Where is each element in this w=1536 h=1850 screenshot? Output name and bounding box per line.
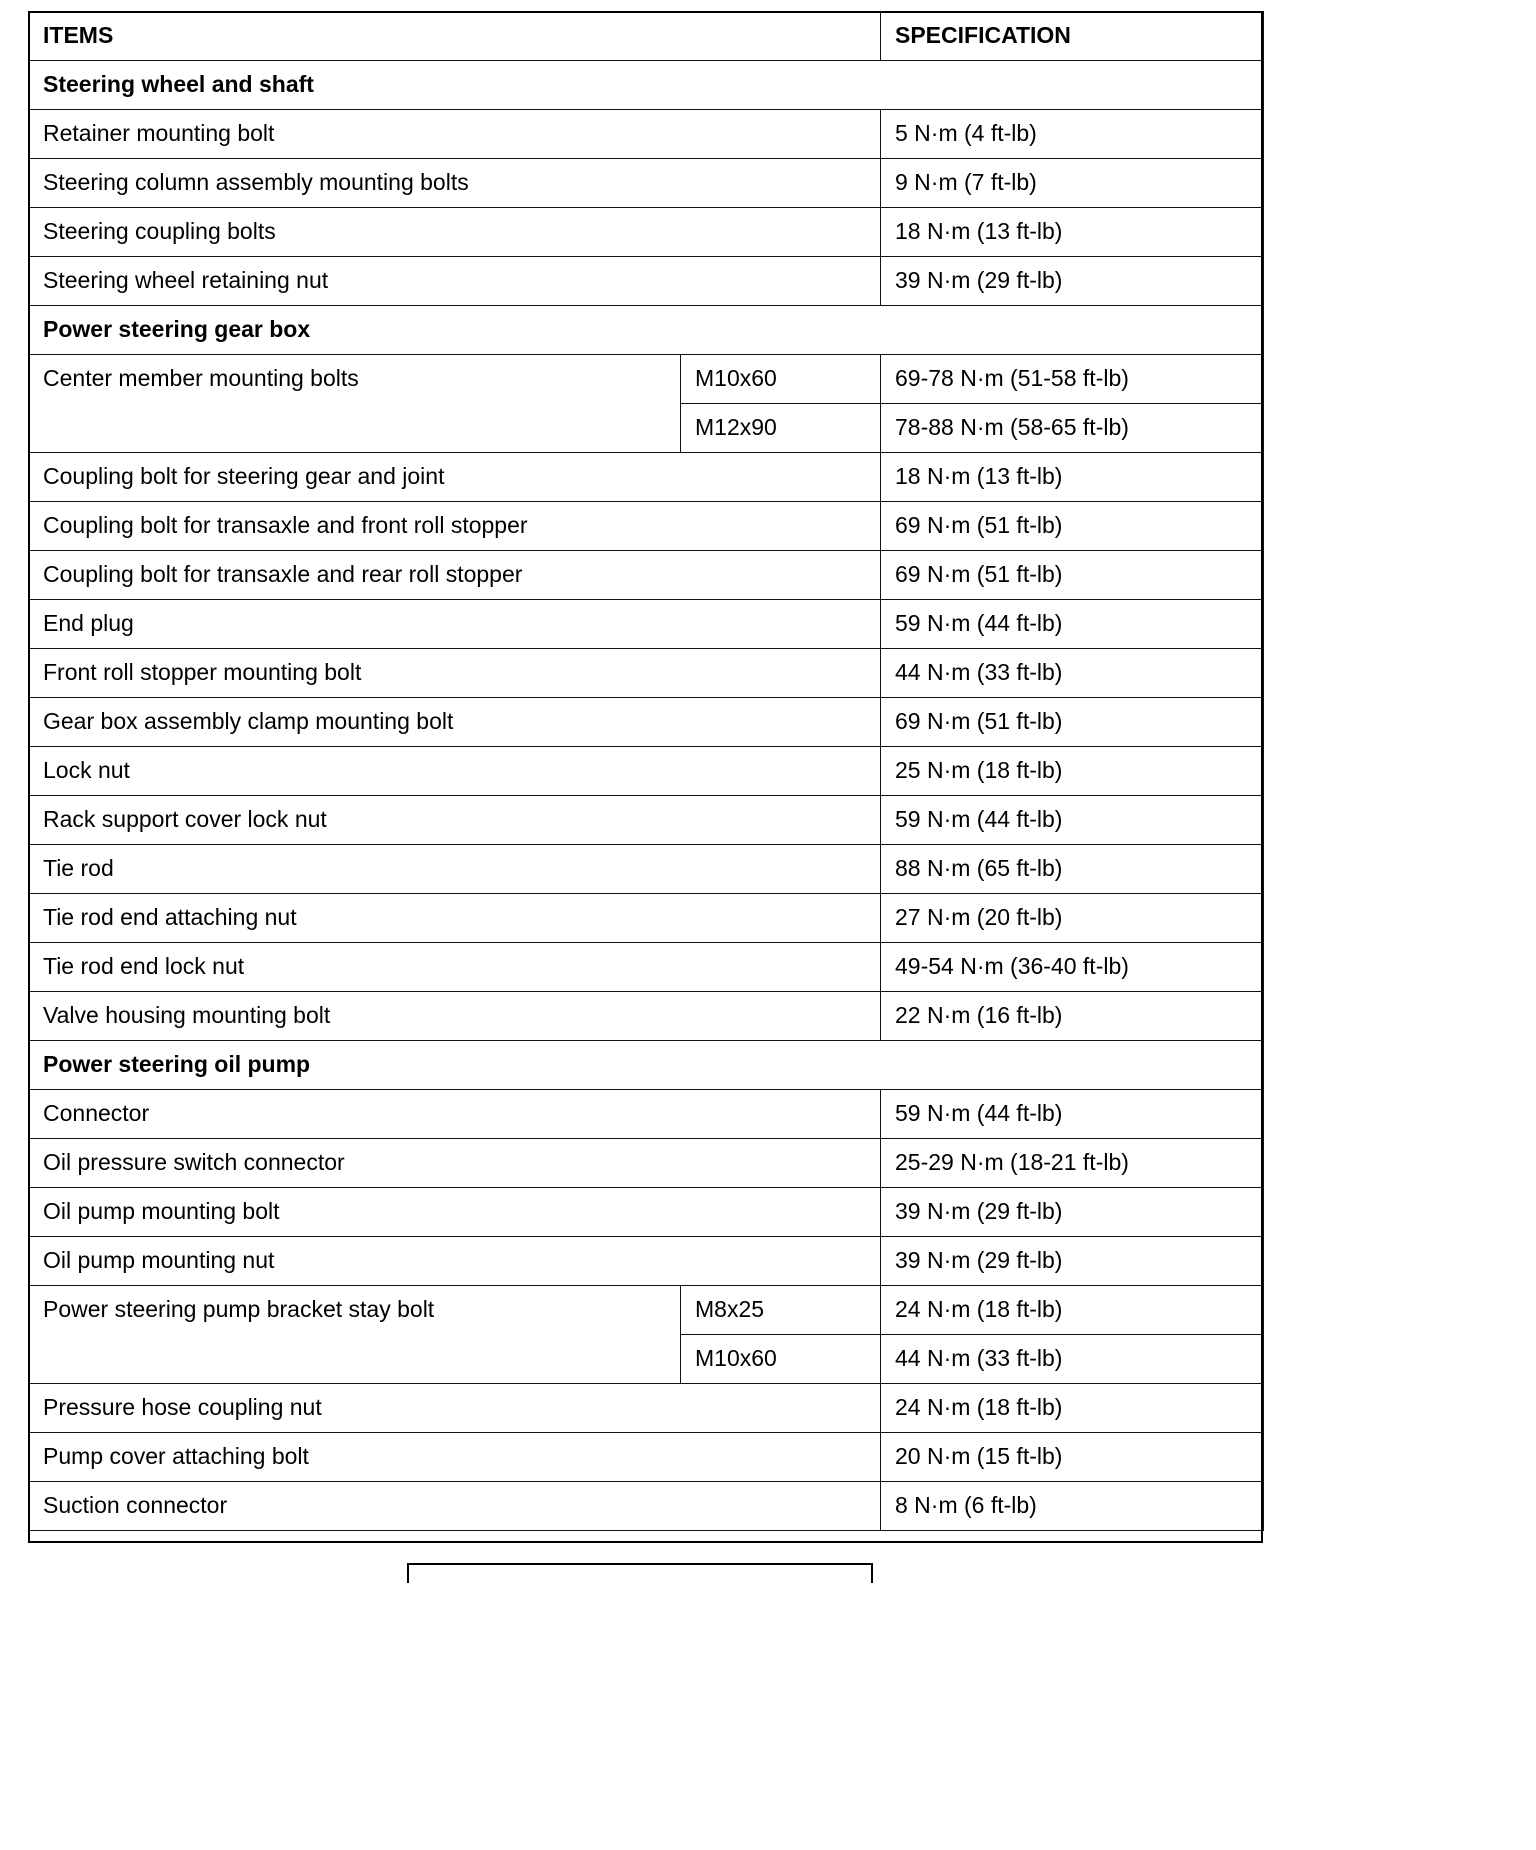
table-row [29,845,1264,894]
item-cell: Suction connector [29,1482,881,1531]
item-cell: Tie rod [29,845,881,894]
size-cell: M10x60 [681,355,881,404]
spec-cell: 22 N·m (16 ft-lb) [881,992,1264,1041]
table-row [29,1384,1264,1433]
item-cell: Pump cover attaching bolt [29,1433,881,1482]
table-row [29,208,1264,257]
item-cell: Gear box assembly clamp mounting bolt [29,698,881,747]
spec-cell: 18 N·m (13 ft-lb) [881,208,1264,257]
item-cell: Rack support cover lock nut [29,796,881,845]
item-cell: Coupling bolt for steering gear and joint [29,453,881,502]
item-cell: Coupling bolt for transaxle and front roll stopper [29,502,881,551]
item-cell: Steering column assembly mounting bolts [29,159,881,208]
spec-cell: 59 N·m (44 ft-lb) [881,1090,1264,1139]
specification-header: SPECIFICATION [881,12,1264,61]
spec-cell: 18 N·m (13 ft-lb) [881,453,1264,502]
table-row [29,355,1264,404]
item-cell: Connector [29,1090,881,1139]
spec-cell: 25-29 N·m (18-21 ft-lb) [881,1139,1264,1188]
spec-cell: 59 N·m (44 ft-lb) [881,796,1264,845]
table-row [29,943,1264,992]
item-cell: Steering wheel retaining nut [29,257,881,306]
footer-box-edge [407,1563,873,1583]
item-cell: Retainer mounting bolt [29,110,881,159]
table-row [29,1286,1264,1335]
table-row [29,747,1264,796]
table-row [29,502,1264,551]
spec-cell: 24 N·m (18 ft-lb) [881,1286,1264,1335]
spec-cell: 5 N·m (4 ft-lb) [881,110,1264,159]
section-row [29,1041,1264,1090]
spec-cell: 78-88 N·m (58-65 ft-lb) [881,404,1264,453]
spec-cell: 88 N·m (65 ft-lb) [881,845,1264,894]
table-row [29,600,1264,649]
spec-cell: 69 N·m (51 ft-lb) [881,502,1264,551]
spec-cell: 59 N·m (44 ft-lb) [881,600,1264,649]
item-cell: Coupling bolt for transaxle and rear roll stopper [29,551,881,600]
table-row [29,159,1264,208]
spec-cell: 20 N·m (15 ft-lb) [881,1433,1264,1482]
table-row [29,992,1264,1041]
spec-cell: 44 N·m (33 ft-lb) [881,649,1264,698]
item-cell: Center member mounting bolts [29,355,681,453]
table-row [29,649,1264,698]
size-cell: M8x25 [681,1286,881,1335]
item-cell: End plug [29,600,881,649]
spec-cell: 39 N·m (29 ft-lb) [881,257,1264,306]
item-cell: Oil pump mounting bolt [29,1188,881,1237]
size-cell: M12x90 [681,404,881,453]
spec-cell: 25 N·m (18 ft-lb) [881,747,1264,796]
spec-cell: 49-54 N·m (36-40 ft-lb) [881,943,1264,992]
table-row [29,894,1264,943]
items-header: ITEMS [29,12,881,61]
table-row [29,110,1264,159]
table-row [29,453,1264,502]
table-row [29,1237,1264,1286]
spec-cell: 9 N·m (7 ft-lb) [881,159,1264,208]
item-cell: Lock nut [29,747,881,796]
spec-cell: 24 N·m (18 ft-lb) [881,1384,1264,1433]
section-title: Power steering gear box [29,306,1264,355]
spec-cell: 8 N·m (6 ft-lb) [881,1482,1264,1531]
section-row [29,306,1264,355]
table-row [29,1090,1264,1139]
section-title: Steering wheel and shaft [29,61,1264,110]
table-row [29,551,1264,600]
item-cell: Tie rod end lock nut [29,943,881,992]
section-row [29,61,1264,110]
table-row [29,796,1264,845]
spec-cell: 44 N·m (33 ft-lb) [881,1335,1264,1384]
item-cell: Power steering pump bracket stay bolt [29,1286,681,1384]
table-row [29,1139,1264,1188]
spec-cell: 69-78 N·m (51-58 ft-lb) [881,355,1264,404]
item-cell: Oil pressure switch connector [29,1139,881,1188]
table-header-row [29,12,1264,61]
section-title: Power steering oil pump [29,1041,1264,1090]
torque-spec-table [28,11,1264,1531]
table-row [29,698,1264,747]
table-row [29,1433,1264,1482]
item-cell: Valve housing mounting bolt [29,992,881,1041]
table-row [29,257,1264,306]
spec-cell: 69 N·m (51 ft-lb) [881,698,1264,747]
table-row [29,1482,1264,1531]
item-cell: Front roll stopper mounting bolt [29,649,881,698]
size-cell: M10x60 [681,1335,881,1384]
spec-cell: 39 N·m (29 ft-lb) [881,1188,1264,1237]
spec-cell: 27 N·m (20 ft-lb) [881,894,1264,943]
item-cell: Tie rod end attaching nut [29,894,881,943]
item-cell: Steering coupling bolts [29,208,881,257]
spec-cell: 69 N·m (51 ft-lb) [881,551,1264,600]
item-cell: Pressure hose coupling nut [29,1384,881,1433]
table-row [29,1188,1264,1237]
item-cell: Oil pump mounting nut [29,1237,881,1286]
spec-cell: 39 N·m (29 ft-lb) [881,1237,1264,1286]
